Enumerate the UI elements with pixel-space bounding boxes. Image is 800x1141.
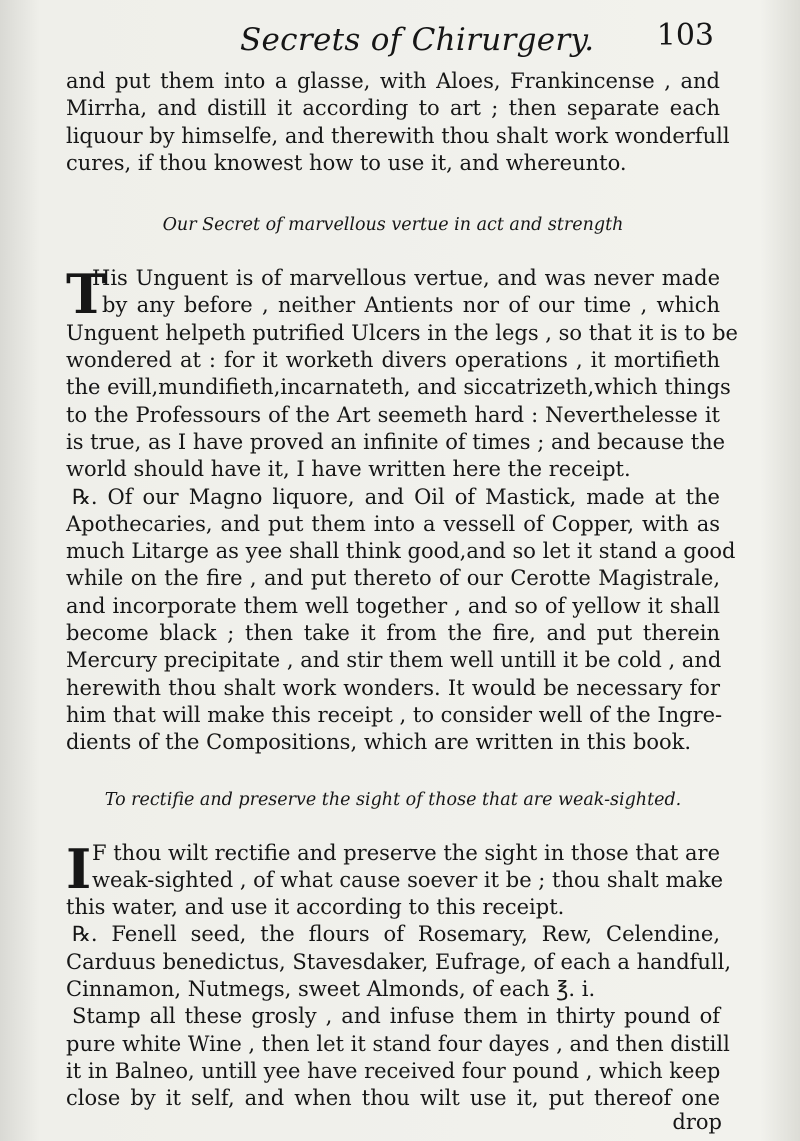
- paragraph-sight: [66, 836, 732, 1113]
- text-line: become black ; then take it from the fire, and put therein: [66, 621, 720, 646]
- text-line: ℞. Of our Magno liquore, and Oil of Mastick, made at the: [72, 484, 720, 509]
- section-heading: Our Secret of marvellous vertue in act and strength: [162, 215, 624, 236]
- text-line: His Unguent is of marvellous vertue, and was never made: [92, 266, 720, 291]
- text-line: much Litarge as yee shall think good,and so let it stand a good: [66, 539, 736, 564]
- text-line: ℞. Fenell seed, the flours of Rosemary, Rew, Celendine,: [72, 922, 720, 947]
- text-line: Cinnamon, Nutmegs, sweet Almonds, of each ℥. i.: [66, 977, 596, 1002]
- running-head: Secrets of Chirurgery.: [240, 22, 595, 58]
- text-line: liquour by himselfe, and therewith thou shalt work wonderfull: [66, 123, 730, 148]
- text-line: Mercury precipitate , and stir them well untill it be cold , and: [66, 648, 722, 673]
- text-line: wondered at : for it worketh divers operations , it mortifieth: [66, 348, 720, 373]
- text-line: to the Professours of the Art seemeth hard : Neverthelesse it: [66, 402, 720, 427]
- text-line: is true, as I have proved an infinite of times ; and because the: [66, 429, 726, 454]
- paragraph-unguent: [66, 262, 738, 756]
- text-line: world should have it, I have written here the receipt.: [66, 457, 631, 482]
- text-line: him that will make this receipt , to consider well of the Ingre-: [66, 702, 723, 727]
- text-line: it in Balneo, untill yee have received four pound , which keep: [66, 1058, 721, 1083]
- drop-cap: T: [66, 262, 107, 327]
- text-line: close by it self, and when thou wilt use it, put thereof one: [66, 1086, 720, 1111]
- text-line: Carduus benedictus, Stavesdaker, Eufrage, of each a handfull,: [66, 949, 732, 974]
- text-line: the evill,mundifieth,incarnateth, and siccatrizeth,which things: [66, 375, 731, 400]
- catchword: drop: [672, 1110, 722, 1134]
- text-line: Apothecaries, and put them into a vessell of Copper, with as: [66, 511, 720, 536]
- text-line: F thou wilt rectifie and preserve the sight in those that are: [92, 840, 720, 865]
- text-line: Stamp all these grosly , and infuse them in thirty pound of: [72, 1004, 720, 1029]
- drop-cap: I: [66, 836, 92, 901]
- text-line: and incorporate them well together , and so of yellow it shall: [66, 593, 720, 618]
- text-line: Unguent helpeth putrified Ulcers in the legs , so that it is to be: [66, 320, 738, 345]
- text-line: and put them into a glasse, with Aloes, Frankincense , and: [66, 69, 720, 93]
- text-line: while on the fire , and put thereto of our Cerotte Magistrale,: [66, 566, 720, 591]
- text-line: weak-sighted , of what cause soever it be ; thou shalt make: [92, 867, 724, 892]
- paragraph-continuation: [66, 68, 730, 177]
- text-line: pure white Wine , then let it stand four dayes , and then distill: [66, 1031, 730, 1056]
- text-line: dients of the Compositions, which are written in this book.: [66, 730, 692, 755]
- text-line: this water, and use it according to this receipt.: [66, 895, 565, 920]
- page-header: [0, 18, 800, 68]
- text-line: Mirrha, and distill it according to art ; then separate each: [66, 96, 720, 121]
- text-line: by any before , neither Antients nor of our time , which: [102, 293, 720, 318]
- page-number: 103: [656, 18, 714, 53]
- text-line: cures, if thou knowest how to use it, and whereunto.: [66, 150, 627, 175]
- text-line: herewith thou shalt work wonders. It would be necessary for: [66, 675, 720, 700]
- page-body: [66, 68, 738, 1113]
- section-heading: To rectifie and preserve the sight of those that are weak-sighted.: [104, 789, 682, 810]
